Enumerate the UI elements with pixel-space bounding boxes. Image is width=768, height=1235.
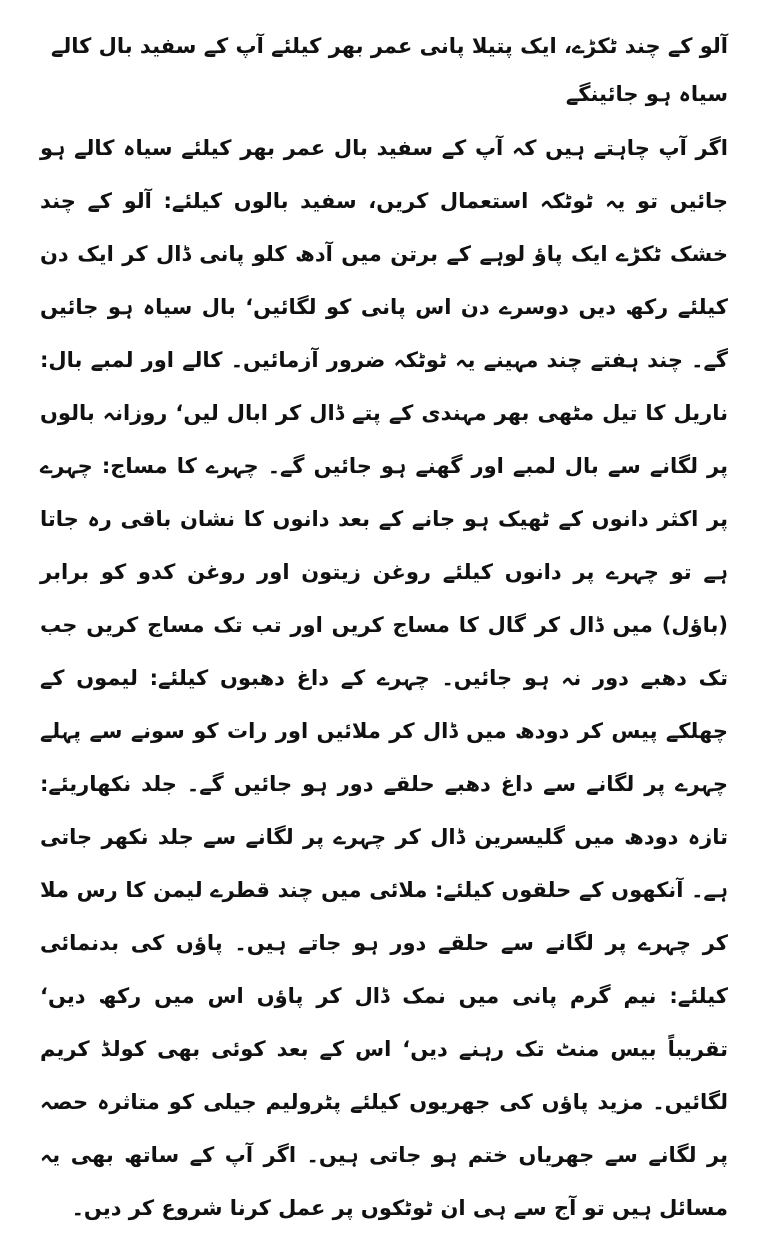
article-heading: آلو کے چند ٹکڑے، ایک پتیلا پانی عمر بھر کیلئے آپ کے سفید بال کالے سیاہ ہو جائینگے	[51, 34, 728, 106]
article-body	[40, 22, 728, 1235]
article-paragraph: اگر آپ چاہتے ہیں کہ آپ کے سفید بال عمر بھر کیلئے سیاہ کالے ہو جائیں تو یہ ٹوٹکہ استعمال کریں، سفید بالوں کیلئے: آلو کے چند خشک ٹکڑے ایک پاؤ لوہے کے برتن میں آدھ کلو پانی ڈال کر ایک دن کیلئے رکھ دیں دوسرے دن اس پانی کو لگائیں‘ بال سیاہ ہو جائیں گے۔ چند ہفتے چند مہینے یہ ٹوٹکہ ضرور آزمائیں۔ کالے اور لمبے بال: ناریل کا تیل مٹھی بھر مہندی کے پتے ڈال کر ابال لیں‘ روزانہ بالوں پر لگانے سے بال لمبے اور گھنے ہو جائیں گے۔ چہرے کا مساج: چہرے پر اکثر دانوں کے ٹھیک ہو جانے کے بعد دانوں کا نشان باقی رہ جاتا ہے تو چہرے پر دانوں کیلئے روغن زیتون اور روغن کدو کو برابر (باؤل) میں ڈال کر گال کا مساج کریں اور تب تک مساج کریں جب تک دھبے دور نہ ہو جائیں۔ چہرے کے داغ دھبوں کیلئے: لیموں کے چھلکے پیس کر دودھ میں ڈال کر ملائیں اور رات کو سونے سے پہلے چہرے پر لگانے سے داغ دھبے حلقے دور ہو جائیں گے۔ جلد نکھاریئے: تازہ دودھ میں گلیسرین ڈال کر چہرے پر لگانے سے جلد نکھر جاتی ہے۔ آنکھوں کے حلقوں کیلئے: ملائی میں چند قطرے لیمن کا رس ملا کر چہرے پر لگانے سے حلقے دور ہو جاتے ہیں۔ پاؤں کی بدنمائی کیلئے: نیم گرم پانی میں نمک ڈال کر پاؤں اس میں رکھ دیں‘ تقریباً بیس منٹ تک رہنے دیں‘ اس کے بعد کوئی بھی کولڈ کریم لگائیں۔ مزید پاؤں کی جھریوں کیلئے پٹرولیم جیلی کو متاثرہ حصہ پر لگانے سے جھریاں ختم ہو جاتی ہیں۔ اگر آپ کے ساتھ بھی یہ مسائل ہیں تو آج سے ہی ان ٹوٹکوں پر عمل کرنا شروع کر دیں۔	[40, 136, 728, 1220]
